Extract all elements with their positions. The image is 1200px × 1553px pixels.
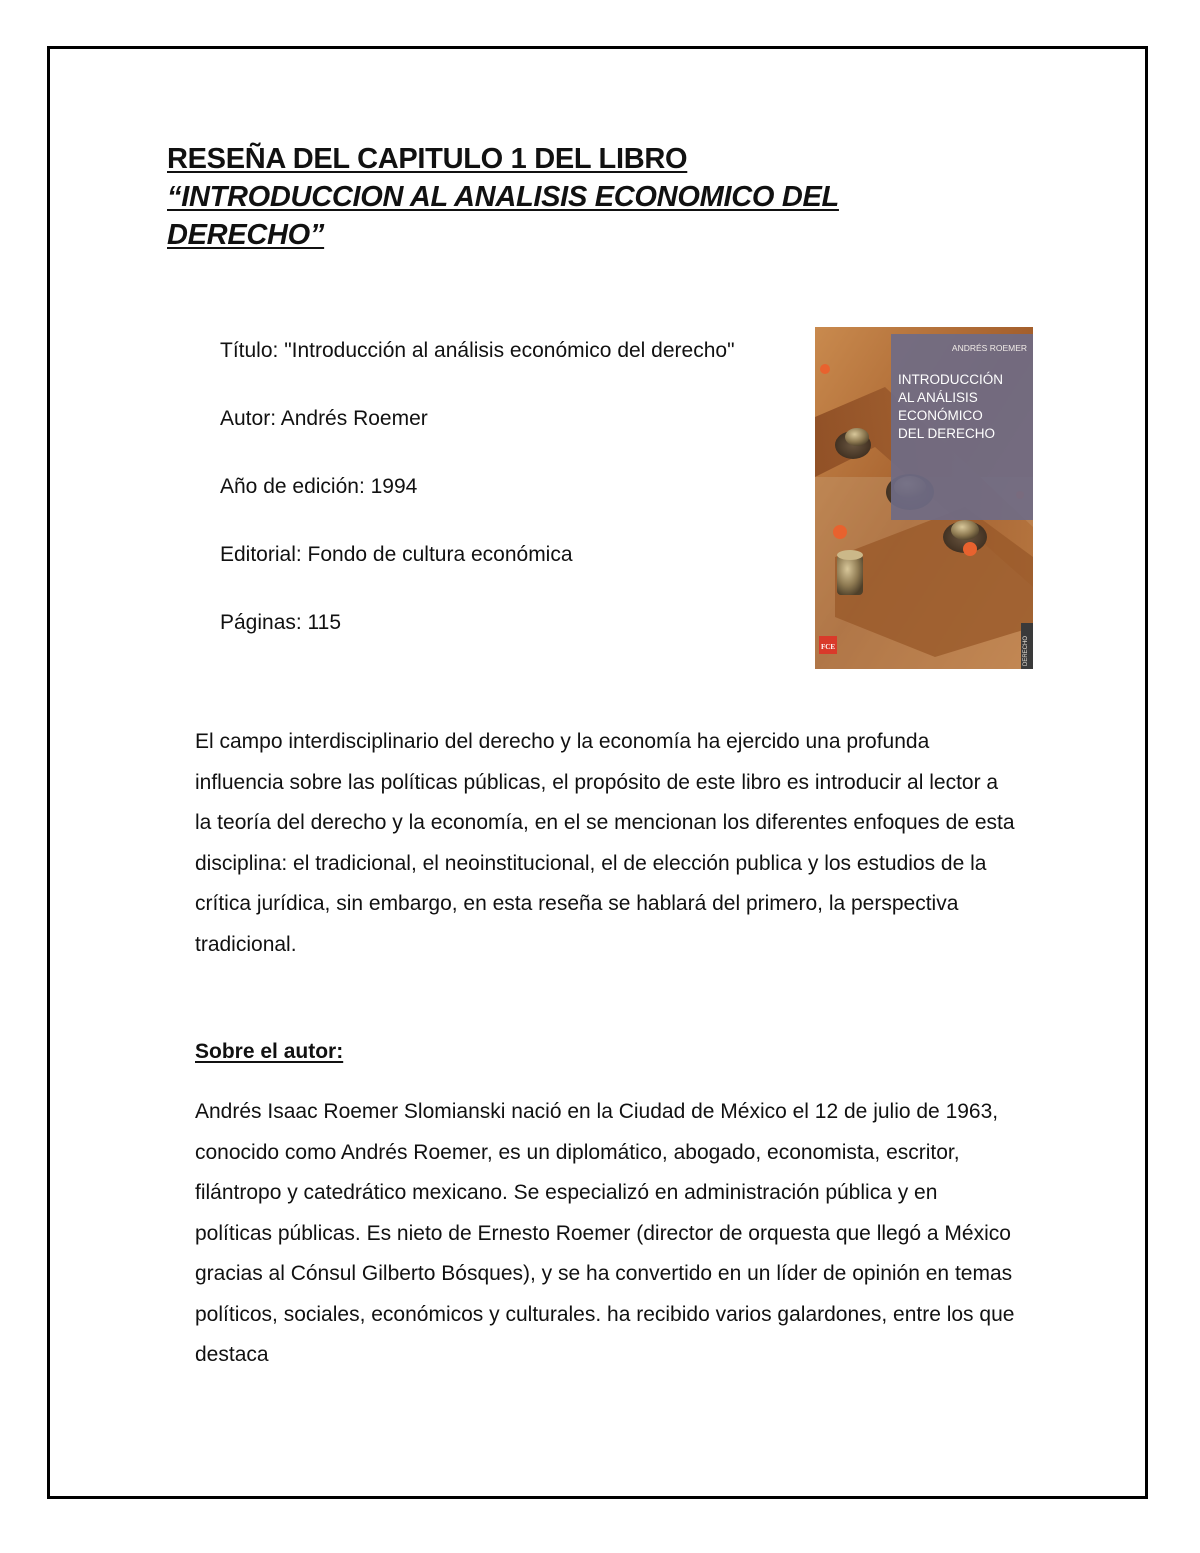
cover-title-line-4: DEL DERECHO	[898, 426, 996, 441]
cover-logo-text: FCE	[821, 643, 835, 651]
author-section-heading: Sobre el autor:	[195, 1040, 344, 1063]
book-author: Autor: Andrés Roemer	[220, 407, 428, 430]
author-bio-paragraph: Andrés Isaac Roemer Slomianski nació en la Ciudad de México el 12 de julio de 1963, conocido como Andrés Roemer, es un diplomático, abogado, economista, escritor, filántropo y catedrático mexicano. Se especializó en administración pública y en políticas públicas. Es nieto de Ernesto Roemer (director de orquesta que llegó a México gracias al Cónsul Gilberto Bósques), y se ha convertido en un líder de opinión en temas políticos, sociales, económicos y culturales. ha recibido varios galardones, entre los que destaca	[195, 1100, 1015, 1366]
cover-spine-label: DERECHO	[1023, 635, 1029, 666]
title-line-1: RESEÑA DEL CAPITULO 1 DEL LIBRO	[167, 143, 688, 175]
book-details	[220, 336, 742, 638]
cover-title-line-1: INTRODUCCIÓN	[898, 372, 1003, 387]
book-year: Año de edición: 1994	[220, 475, 418, 498]
title-line-2: “INTRODUCCION AL ANALISIS ECONOMICO DEL	[167, 181, 839, 213]
intro-paragraph: El campo interdisciplinario del derecho y la economía ha ejercido una profunda influencia sobre las políticas públicas, el propósito de este libro es introducir al lector a la teoría del derecho y la economía, en el se mencionan los diferentes enfoques de esta disciplina: el tradicional, el neoinstitucional, el de elección publica y los estudios de la crítica jurídica, sin embargo, en esta reseña se hablará del primero, la perspectiva tradicional.	[195, 730, 1015, 956]
book-publisher: Editorial: Fondo de cultura económica	[220, 543, 573, 566]
cover-author: ANDRÉS ROEMER	[951, 343, 1027, 353]
cover-title-line-2: AL ANÁLISIS	[898, 390, 978, 405]
document-title	[167, 140, 987, 254]
book-pages: Páginas: 115	[220, 611, 342, 634]
book-title: Título: "Introducción al análisis económico del derecho"	[220, 339, 735, 362]
title-line-3: DERECHO”	[167, 219, 325, 251]
book-cover-image	[815, 327, 1033, 669]
cover-title-line-3: ECONÓMICO	[898, 408, 983, 423]
